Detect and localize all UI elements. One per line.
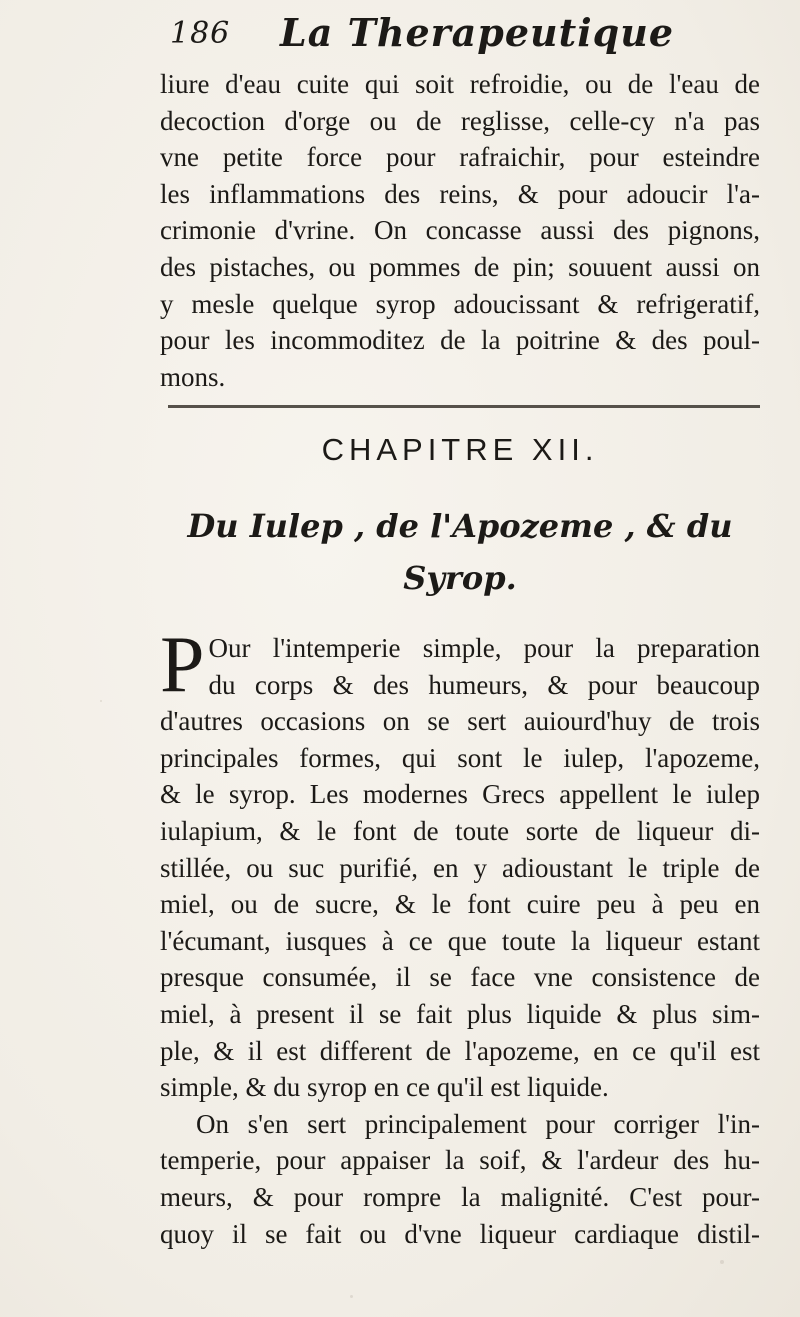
text-line: Our l'intemperie simple, pour la preparation (208, 633, 760, 663)
first-paragraph (160, 621, 760, 1106)
text-line: iulapium, & le font de toute sorte de liqueur di- (160, 815, 760, 846)
text-line: du corps & des humeurs, & pour beaucoup (208, 669, 760, 700)
intro-paragraph (160, 66, 760, 395)
text-line: miel, ou de sucre, & le font cuire peu à peu en (160, 889, 760, 920)
text-line: l'écumant, iusques à ce que toute la liqueur estant (160, 925, 760, 956)
text-line: quoy il se fait ou d'vne liqueur cardiaque distil- (160, 1218, 760, 1249)
section-divider (168, 405, 760, 408)
main-text (160, 621, 760, 1252)
paper-speck (720, 1260, 724, 1264)
text-line: principales formes, qui sont le iulep, l'apozeme, (160, 742, 760, 773)
running-title: La Therapeutique (280, 10, 675, 55)
chapter-title-line: Syrop. (403, 559, 517, 597)
text-line: liure d'eau cuite qui soit refroidie, ou de l'eau de (160, 69, 760, 99)
paper-speck (100, 700, 102, 702)
text-line: ple, & il est different de l'apozeme, en ce qu'il est (160, 1035, 760, 1066)
text-line: d'autres occasions on se sert auiourd'huy de trois (160, 706, 760, 737)
text-line: pour les incommoditez de la poitrine & des poul- (160, 325, 760, 356)
text-line: y mesle quelque syrop adoucissant & refrigeratif, (160, 288, 760, 319)
text-line: mons. (160, 361, 226, 392)
text-line: presque consumée, il se face vne consistence de (160, 962, 760, 993)
text-line: temperie, pour appaiser la soif, & l'ardeur des hu- (160, 1145, 760, 1176)
text-line: simple, & du syrop en ce qu'il est liquide. (160, 1072, 609, 1103)
text-line: les inflammations des reins, & pour adoucir l'a- (160, 178, 760, 209)
paper-speck (350, 1295, 353, 1298)
text-line: & le syrop. Les modernes Grecs appellent le iulep (160, 779, 760, 810)
text-line: vne petite force pour rafraichir, pour esteindre (160, 142, 760, 173)
text-line: des pistaches, ou pommes de pin; souuent aussi on (160, 251, 760, 282)
chapter-title (160, 500, 760, 604)
chapter-title-line: Du Iulep , de l'Apozeme , & du (187, 507, 733, 545)
running-header (170, 10, 730, 64)
text-line: stillée, ou suc purifié, en y adioustant le triple de (160, 852, 760, 883)
chapter-heading: CHAPITRE XII. (321, 432, 599, 467)
text-line: decoction d'orge ou de reglisse, celle-cy n'a pas (160, 105, 760, 136)
drop-cap: P (160, 621, 205, 709)
page-number: 186 (170, 16, 231, 51)
text-line: crimonie d'vrine. On concasse aussi des pignons, (160, 215, 760, 246)
text-line: On s'en sert principalement pour corriger l'in- (196, 1108, 760, 1139)
text-line: meurs, & pour rompre la malignité. C'est pour- (160, 1181, 760, 1212)
second-paragraph (160, 1106, 760, 1252)
text-line: miel, à present il se fait plus liquide & plus sim- (160, 998, 760, 1029)
paper-speck (640, 40, 643, 43)
